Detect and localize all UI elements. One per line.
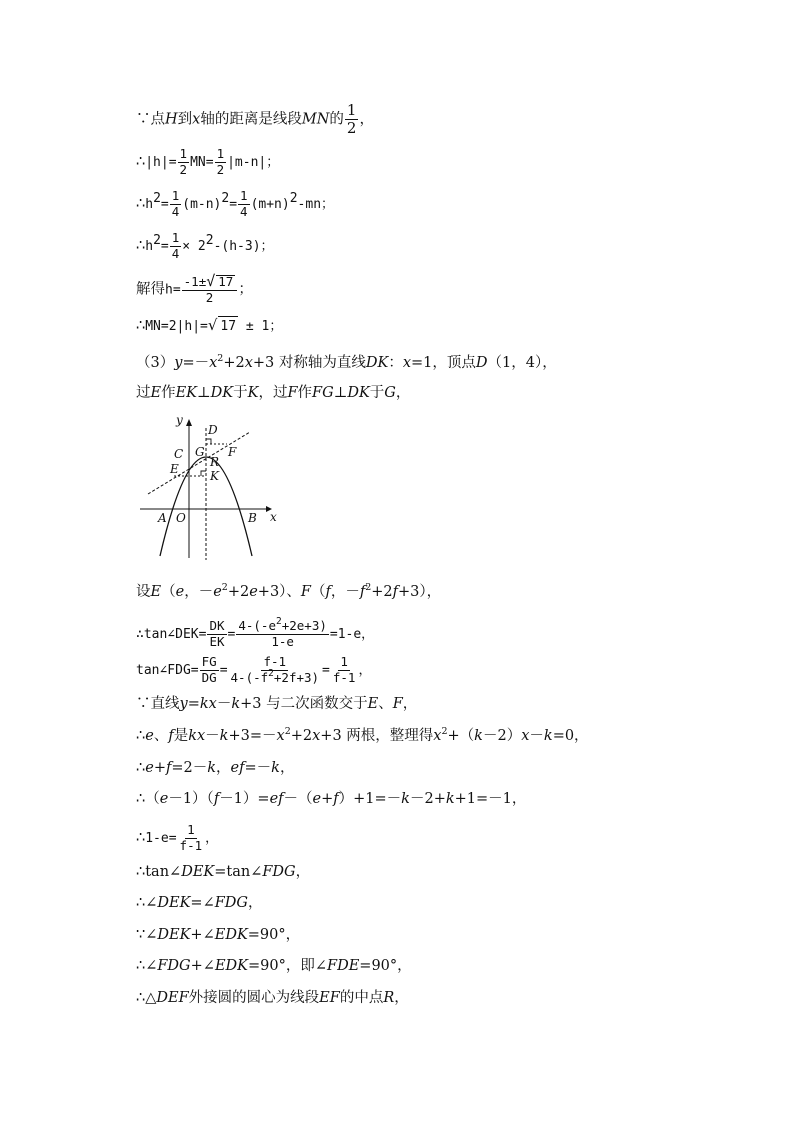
var: E (367, 696, 379, 712)
text: 作 (297, 385, 313, 401)
text: tan∠FDG= (136, 663, 199, 678)
numerator: 1 (216, 146, 225, 161)
text: =90°， (247, 927, 301, 943)
sqrt-icon: √ (206, 272, 216, 290)
text: +1=－1， (454, 791, 527, 807)
var: R (383, 990, 395, 1006)
text: ， (216, 760, 231, 776)
text-line-2 (136, 148, 279, 176)
fraction (345, 103, 359, 136)
text: ⊥ (333, 385, 348, 401)
var: f (333, 791, 339, 807)
text: 设 (136, 584, 151, 600)
text: (m+n) (250, 197, 290, 212)
text: h (145, 197, 154, 212)
text-line-15 (136, 789, 526, 809)
label-g: G (195, 445, 205, 459)
text: = (227, 627, 236, 642)
text: ， (359, 111, 374, 128)
y-axis-arrow-icon (186, 419, 192, 426)
var: k (401, 791, 410, 807)
superscript: 2 (221, 191, 230, 206)
text: ∵∠ (136, 927, 158, 943)
text: = (187, 696, 200, 712)
numerator: DK (209, 618, 225, 633)
text: （1，4）， (487, 355, 557, 371)
var: DK (210, 385, 234, 401)
text: －（ (283, 791, 313, 807)
text: 解得 (136, 281, 165, 298)
superscript: 2 (275, 616, 282, 627)
text: ∴∠ (136, 895, 158, 911)
superscript: 2 (217, 353, 224, 364)
text: -1 (183, 274, 199, 289)
numerator: 1 (240, 188, 248, 203)
fraction (229, 656, 322, 684)
numerator: 1 (171, 230, 180, 245)
text: MN= (190, 155, 214, 170)
fraction (182, 274, 238, 305)
text: h= (165, 282, 181, 298)
var: e (213, 584, 222, 600)
right-angle-k-icon (201, 471, 206, 476)
var: FDG (157, 958, 191, 974)
text: ∴ (136, 760, 146, 776)
superscript: 2 (441, 726, 448, 737)
text: －1）（ (168, 791, 214, 807)
text: =tan∠ (214, 864, 263, 880)
fraction (178, 824, 205, 852)
text: 、 (153, 728, 169, 744)
var: e (249, 584, 258, 600)
var: ef (230, 760, 245, 776)
fraction (178, 148, 190, 176)
fraction (331, 656, 358, 684)
var: k (474, 728, 483, 744)
var: FG (312, 385, 334, 401)
text: 、 (378, 696, 393, 712)
text-line-20 (136, 956, 412, 976)
fraction (207, 620, 226, 648)
text-line-21 (136, 988, 409, 1008)
var: F (392, 696, 403, 712)
var: e (175, 584, 185, 600)
fraction (238, 190, 250, 218)
numerator: FG (201, 654, 217, 669)
var: E (150, 385, 162, 401)
text-line-16 (136, 824, 218, 852)
fraction (200, 656, 219, 684)
text: = (160, 197, 169, 212)
var: f (165, 760, 172, 776)
superscript: 2 (221, 582, 228, 593)
superscript: 2 (289, 191, 298, 206)
text: + (321, 791, 334, 807)
var: f (213, 791, 220, 807)
var: ef (269, 791, 284, 807)
text-line-1 (136, 103, 374, 136)
var: DK (347, 385, 370, 401)
text: |h|= (145, 155, 177, 170)
var: DK (365, 355, 389, 371)
var: kx (199, 696, 217, 712)
text: －1）= (219, 791, 270, 807)
text: = (219, 663, 228, 678)
superscript: 2 (153, 191, 161, 206)
denominator: 2 (216, 161, 225, 177)
text: ∴（ (136, 791, 160, 807)
var: e (145, 760, 154, 776)
text: ）+1=－ (338, 791, 402, 807)
fraction (215, 148, 227, 176)
var: f (392, 584, 399, 600)
text: =－ (182, 355, 210, 371)
text: ， (402, 696, 418, 712)
text: -(h-3)； (213, 239, 274, 254)
var-x: x (192, 111, 201, 128)
text: =1，顶点 (411, 355, 476, 371)
var: f (359, 584, 366, 600)
text: =0， (552, 728, 589, 744)
var: FDG (214, 895, 249, 911)
text: ， (394, 990, 409, 1006)
var: EDK (214, 958, 249, 974)
text: （ (161, 584, 176, 600)
var: x (312, 728, 321, 744)
text: ∴tan∠DEK= (136, 627, 207, 642)
text: MN=2|h|= (145, 319, 208, 334)
fraction (236, 616, 329, 649)
text: × 2 (182, 239, 206, 254)
text: （ (310, 584, 326, 600)
var: EF (319, 990, 340, 1006)
text: ， (248, 895, 263, 911)
denominator: 4 (171, 203, 180, 219)
var: x (521, 728, 530, 744)
denominator: f-1 (179, 837, 203, 853)
var: DEK (157, 927, 191, 943)
text-line-9 (136, 582, 441, 602)
var: DEK (157, 895, 191, 911)
var: e (312, 791, 322, 807)
fraction (170, 190, 182, 218)
text: +3 两根，整理得 (320, 728, 434, 744)
text: ∵点 (136, 111, 165, 128)
fraction (170, 232, 182, 260)
text-line-4 (136, 232, 274, 260)
text: +2 (227, 584, 250, 600)
superscript: 2 (205, 233, 214, 248)
var: y (174, 355, 183, 371)
var: f (325, 584, 331, 600)
text: 过 (136, 385, 151, 401)
text: － (216, 696, 232, 712)
superscript: 2 (365, 582, 372, 593)
label-r: R (210, 455, 220, 469)
text: +2f+3) (273, 669, 320, 685)
numerator: f-1 (263, 654, 287, 669)
text: =∠ (190, 895, 215, 911)
text: 是 (173, 728, 189, 744)
text: +2 (223, 355, 245, 371)
var: k (219, 728, 229, 744)
text: +3）， (398, 584, 442, 600)
var: x (244, 355, 253, 371)
var: e (159, 791, 169, 807)
text: ， (358, 663, 372, 678)
text: 到 (177, 111, 193, 128)
numerator (236, 616, 329, 635)
text: －2） (482, 728, 522, 744)
radicand: 17 (218, 274, 234, 289)
text: 于 (233, 385, 248, 401)
therefore: ∴ (136, 154, 146, 170)
text: ； (238, 281, 253, 298)
text: ，过 (258, 385, 288, 401)
text: h (145, 239, 154, 254)
text-line-5 (136, 274, 253, 305)
var: x (276, 728, 285, 744)
text: 于 (369, 385, 385, 401)
label-e: E (170, 462, 179, 476)
label-d: D (208, 423, 218, 437)
right-angle-g-icon (206, 439, 211, 444)
text: +3=－ (228, 728, 277, 744)
var: D (475, 355, 488, 371)
text: ∴tan∠ (136, 864, 182, 880)
var: F (300, 584, 311, 600)
text: 4-(-f (230, 669, 269, 685)
text: -mn； (297, 197, 335, 212)
text: ∵直线 (136, 696, 180, 712)
text-line-18 (136, 893, 263, 913)
text: － (529, 728, 544, 744)
text: = (160, 239, 169, 254)
label-a: A (158, 511, 167, 525)
var: FDG (262, 864, 296, 880)
line-ef (148, 432, 250, 494)
var: F (287, 385, 298, 401)
denominator: 4 (171, 245, 180, 261)
therefore: ∴ (136, 238, 146, 254)
var: e (145, 728, 154, 744)
text: +3 对称轴为直线 (252, 355, 366, 371)
text: = (322, 663, 330, 678)
var: k (445, 791, 455, 807)
text: ∴△ (136, 990, 157, 1006)
label-o: O (176, 511, 186, 525)
parabola-figure (138, 408, 280, 564)
text-line-11 (136, 656, 371, 684)
text: ∴∠ (136, 958, 158, 974)
text: +∠ (190, 958, 215, 974)
var: f (168, 728, 174, 744)
text-line-14 (136, 758, 294, 778)
numerator: 1 (179, 146, 188, 161)
var: DEK (181, 864, 215, 880)
var: k (207, 760, 217, 776)
text-line-17 (136, 862, 310, 882)
text: + (153, 760, 166, 776)
text-line-7 (136, 353, 557, 373)
text: 1-e= (145, 831, 177, 846)
text-line-19 (136, 925, 300, 945)
var: x (209, 355, 218, 371)
therefore: ∴ (136, 196, 146, 212)
text: = (229, 197, 238, 212)
denominator: 2 (346, 119, 357, 137)
var: EK (175, 385, 198, 401)
text: +∠ (190, 927, 215, 943)
therefore: ∴ (136, 830, 146, 846)
text: |m-n|； (227, 155, 280, 170)
denominator: EK (209, 633, 225, 649)
var: E (150, 584, 162, 600)
text: ， (279, 760, 295, 776)
text-line-3 (136, 190, 334, 218)
text-line-10 (136, 616, 375, 649)
text: =1-e， (329, 627, 375, 642)
text: ， (205, 831, 219, 846)
text: ， (395, 385, 411, 401)
denominator: f-1 (332, 669, 356, 685)
therefore: ∴ (136, 318, 146, 334)
text: =2－ (171, 760, 208, 776)
text: +2 (290, 728, 313, 744)
text-line-6 (136, 315, 282, 337)
numerator: 1 (171, 188, 180, 203)
superscript: 2 (268, 667, 274, 679)
var-h: H (165, 111, 178, 128)
text: 的中点 (339, 990, 384, 1006)
var: DEF (156, 990, 189, 1006)
text: +2 (371, 584, 393, 600)
text: 的 (329, 111, 344, 128)
text: ，－ (184, 584, 214, 600)
sqrt-icon: √ (207, 316, 218, 334)
text: 外接圆的圆心为线段 (188, 990, 320, 1006)
var: FDE (327, 958, 360, 974)
var: k (271, 760, 280, 776)
numerator (182, 274, 238, 291)
text: (m-n) (182, 197, 222, 212)
superscript: 2 (284, 726, 291, 737)
text: +3 与二次函数交于 (240, 696, 368, 712)
label-b: B (248, 511, 257, 525)
text: +（ (447, 728, 475, 744)
numerator: 1 (340, 654, 348, 669)
text: ： (388, 355, 403, 371)
text: ± 1； (238, 319, 283, 334)
label-x: x (270, 510, 277, 524)
text: ， (295, 864, 311, 880)
plus-minus: ± (198, 274, 207, 289)
var: k (231, 696, 241, 712)
label-y: y (176, 413, 183, 427)
text: ⊥ (197, 385, 211, 401)
text: =90°， (359, 958, 412, 974)
text-line-12 (136, 694, 417, 714)
var: kx (188, 728, 206, 744)
text: =－ (244, 760, 272, 776)
text: 轴的距离是线段 (200, 111, 302, 128)
text: 作 (161, 385, 176, 401)
text: 4-(-e (238, 618, 276, 633)
var: k (543, 728, 553, 744)
text-line-8 (136, 383, 410, 403)
label-c: C (174, 447, 184, 461)
text: －2+ (409, 791, 446, 807)
var: x (433, 728, 442, 744)
superscript: 2 (153, 233, 161, 248)
radicand: 17 (218, 316, 238, 337)
var: K (247, 385, 259, 401)
text: － (205, 728, 220, 744)
var: x (402, 355, 412, 371)
label-f: F (228, 445, 237, 459)
denominator: 1-e (271, 633, 294, 649)
var: G (384, 385, 396, 401)
text: ∴ (136, 728, 146, 744)
numerator: 1 (187, 822, 195, 837)
text-line-13 (136, 726, 589, 746)
denominator (229, 667, 322, 685)
text: =90°，即∠ (248, 958, 328, 974)
label-k: K (210, 469, 219, 483)
var: y (179, 696, 188, 712)
text: +2e+3) (281, 618, 327, 633)
denominator: DG (201, 669, 217, 685)
var: EDK (214, 927, 248, 943)
text: （3） (136, 355, 175, 371)
text: +3）、 (257, 584, 301, 600)
numerator: 1 (346, 101, 357, 119)
denominator: 4 (240, 203, 248, 219)
denominator: 2 (205, 290, 214, 305)
var-mn: MN (301, 111, 330, 128)
denominator: 2 (179, 161, 188, 177)
text: ，－ (330, 584, 360, 600)
